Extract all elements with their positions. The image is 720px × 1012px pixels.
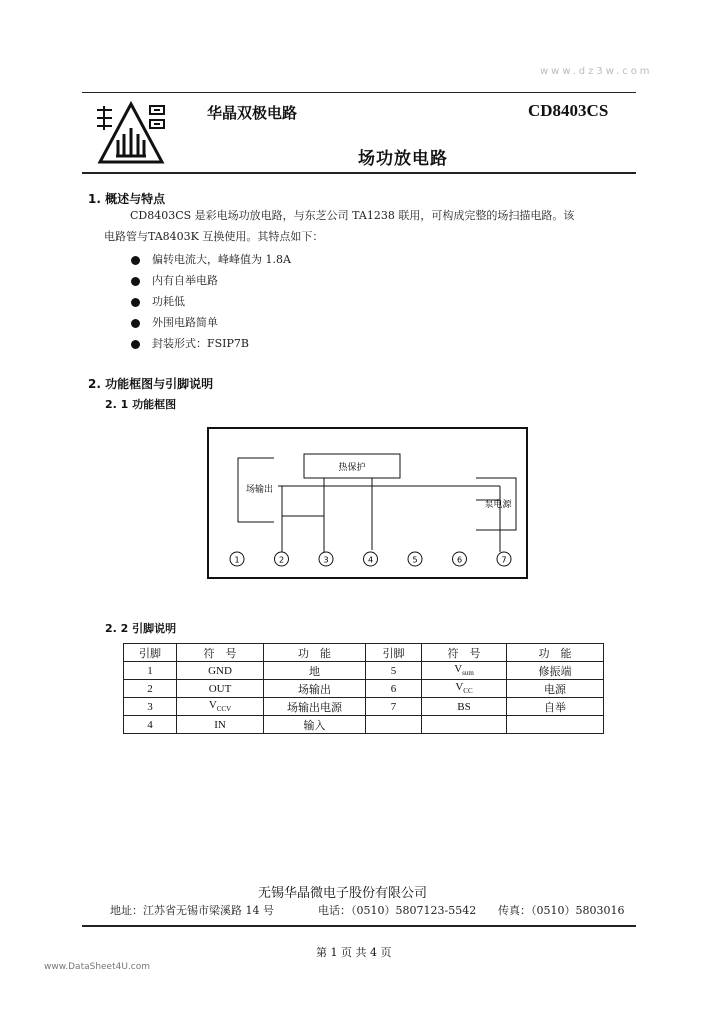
table-row: 4 IN 输入 [124, 716, 604, 734]
bullet-icon [131, 319, 140, 328]
section2-heading: 2. 功能框图与引脚说明 [88, 377, 214, 391]
overview-line1: CD8403CS 是彩电场功放电路，与东芝公司 TA1238 联用，可构成完整的场扫描电路。该 [130, 209, 575, 222]
column-header: 引脚 [124, 644, 177, 662]
output-label: 场输出 [246, 485, 274, 495]
feature-item: 功耗低 [131, 293, 185, 309]
feature-item: 偏转电流大，峰峰值为 1.8A [131, 251, 291, 267]
thermal-protect-label: 热保护 [338, 463, 366, 473]
table-row: 2 OUT 场输出 6 $V_{CC}$ 电源 [124, 680, 604, 698]
top-watermark: www.dz3w.com [540, 66, 653, 77]
footer-phone: 电话：（0510）5807123-5542 [318, 904, 477, 917]
part-number: CD8403CS [528, 101, 609, 120]
footer-address: 地址：江苏省无锡市梁溪路 14 号 [110, 904, 274, 917]
pin-row [230, 552, 511, 566]
bottom-watermark: www.DataSheet4U.com [44, 962, 151, 972]
table-row: 1 GND 地 5 $V_{sum}$ 修振端 [124, 662, 604, 680]
column-header: 引脚 [366, 644, 422, 662]
subsection-block-diagram: 2. 1 功能框图 [105, 398, 177, 411]
section1-heading: 1. 概述与特点 [88, 192, 166, 206]
company-logo-icon [94, 100, 168, 166]
page-number: 第 1 页 共 4 页 [316, 946, 392, 959]
column-header: 符 号 [422, 644, 507, 662]
bullet-icon [131, 256, 140, 265]
footer-rule [82, 925, 636, 927]
pin-label: 6 [456, 555, 463, 565]
column-header: 符 号 [177, 644, 264, 662]
pin-label: 3 [323, 555, 329, 565]
block-diagram [200, 420, 540, 590]
pin-table [123, 643, 604, 734]
footer-fax: 传真：（0510）5803016 [498, 904, 625, 917]
table-row: 3 $V_{CCV}$ 场输出电源 7 BS 自举 [124, 698, 604, 716]
subsection-pin-description: 2. 2 引脚说明 [105, 622, 177, 635]
pump-label: 泵电源 [484, 500, 512, 510]
bullet-icon [131, 298, 140, 307]
pin-label: 1 [234, 555, 240, 565]
bullet-icon [131, 340, 140, 349]
feature-item: 内有自举电路 [131, 272, 218, 288]
header-bottom-rule [82, 172, 636, 174]
table-header-row [124, 644, 604, 662]
document-title: 场功放电路 [358, 149, 448, 169]
pin-label: 5 [412, 555, 418, 565]
feature-item: 封装形式：FSIP7B [131, 335, 249, 351]
column-header: 功 能 [507, 644, 604, 662]
company-name-header: 华晶双极电路 [207, 104, 298, 122]
bullet-icon [131, 277, 140, 286]
pin-label: 4 [367, 555, 374, 565]
header-top-rule [82, 92, 636, 93]
overview-line2: 电路管与TA8403K 互换使用。其特点如下： [104, 230, 324, 243]
pin-label: 7 [501, 555, 507, 565]
feature-item: 外围电路简单 [131, 314, 218, 330]
footer-company: 无锡华晶微电子股份有限公司 [258, 886, 428, 901]
column-header: 功 能 [264, 644, 366, 662]
pin-label: 2 [278, 555, 285, 565]
